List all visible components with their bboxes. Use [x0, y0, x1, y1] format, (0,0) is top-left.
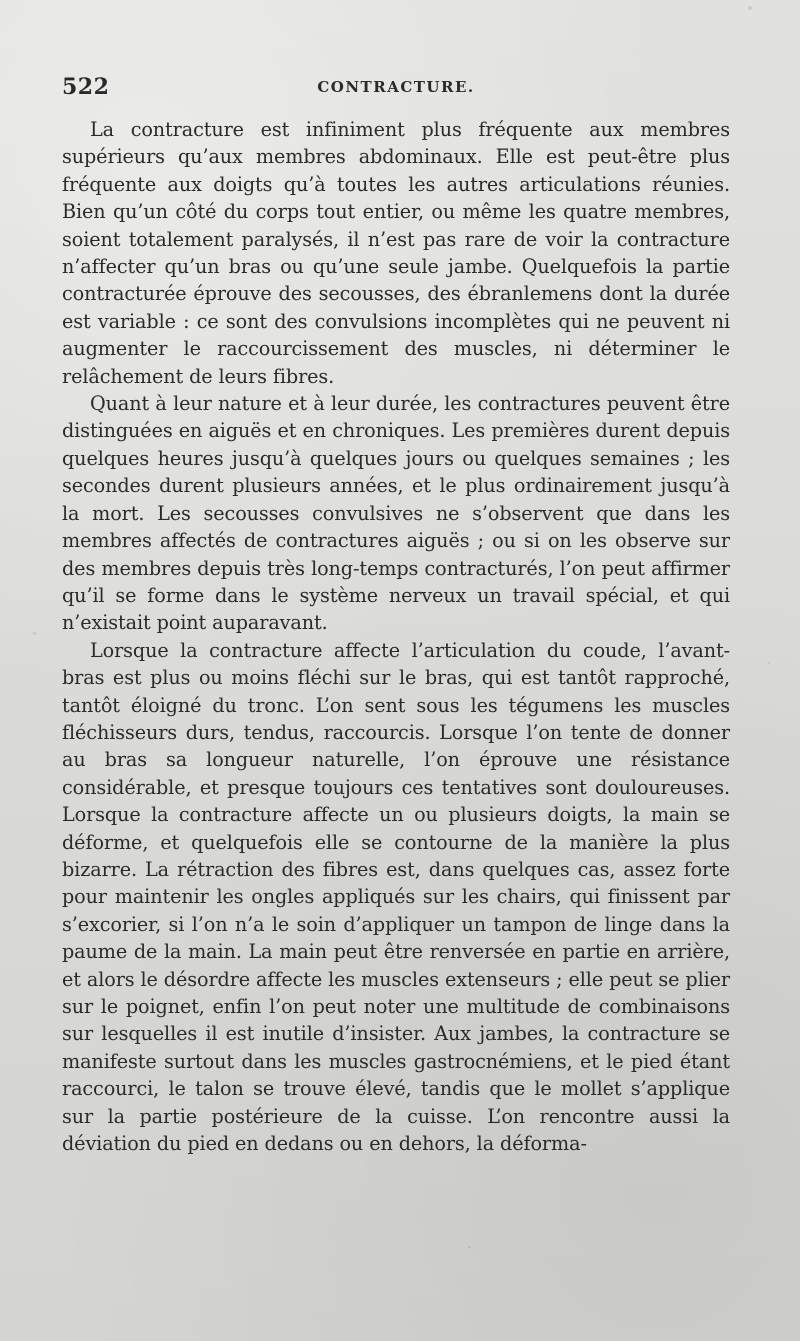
paragraph-2: Quant à leur nature et à leur durée, les contractures peuvent être distinguées en aiguës et en chroniques. Les premières durent depuis quelques heures jusqu’à quelques jours ou quelques semaines ; les secondes durent plusieurs années, et le plus ordinairement jusqu’à la mort. Les secousses convulsives ne s’observent que dans les membres affectés de contractures aiguës ; ou si on les observe sur des membres depuis très long-temps contracturés, l’on peut affirmer qu’il se forme dans le système nerveux un travail spécial, et qui n’existait point auparavant. [62, 392, 730, 635]
running-title: CONTRACTURE. [317, 78, 475, 96]
page-number: 522 [62, 74, 110, 100]
scan-speck [33, 632, 36, 635]
page-header [62, 74, 730, 108]
body-text [62, 116, 730, 1157]
paragraph-1: La contracture est infiniment plus fréquente aux membres supérieurs qu’aux membres abdominaux. Elle est peut-être plus fréquente aux doigts qu’à toutes les autres articulations réunies. Bien qu’un côté du corps tout entier, ou même les quatre membres, soient totalement paralysés, il n’est pas rare de voir la contracture n’affecter qu’un bras ou qu’une seule jambe. Quelquefois la partie contracturée éprouve des secousses, des ébranlemens dont la durée est variable : ce sont des convulsions incomplètes qui ne peuvent ni augmenter le raccourcissement des muscles, ni déterminer le relâchement de leurs fibres. [62, 118, 730, 388]
scan-speck [468, 1246, 471, 1248]
scan-speck [768, 662, 770, 664]
scan-speck [748, 6, 752, 10]
paragraph-3: Lorsque la contracture affecte l’articulation du coude, l’avant-bras est plus ou moins fléchi sur le bras, qui est tantôt rapproché, tantôt éloigné du tronc. L’on sent sous les tégumens les muscles fléchisseurs durs, tendus, raccourcis. Lorsque l’on tente de donner au bras sa longueur naturelle, l’on éprouve une résistance considérable, et presque toujours ces tentatives sont douloureuses. Lorsque la contracture affecte un ou plusieurs doigts, la main se déforme, et quelquefois elle se contourne de la manière la plus bizarre. La rétraction des fibres est, dans quelques cas, assez forte pour maintenir les ongles appliqués sur les chairs, qui finissent par s’excorier, si l’on n’a le soin d’appliquer un tampon de linge dans la paume de la main. La main peut être renversée en partie en arrière, et alors le désordre affecte les muscles extenseurs ; elle peut se plier sur le poignet, enfin l’on peut noter une multitude de combinaisons sur lesquelles il est inutile d’insister. Aux jambes, la contracture se manifeste surtout dans les muscles gastrocnémiens, et le pied étant raccourci, le talon se trouve élevé, tandis que le mollet s’applique sur la partie postérieure de la cuisse. L’on rencontre aussi la déviation du pied en dedans ou en dehors, la déforma- [62, 638, 730, 1156]
